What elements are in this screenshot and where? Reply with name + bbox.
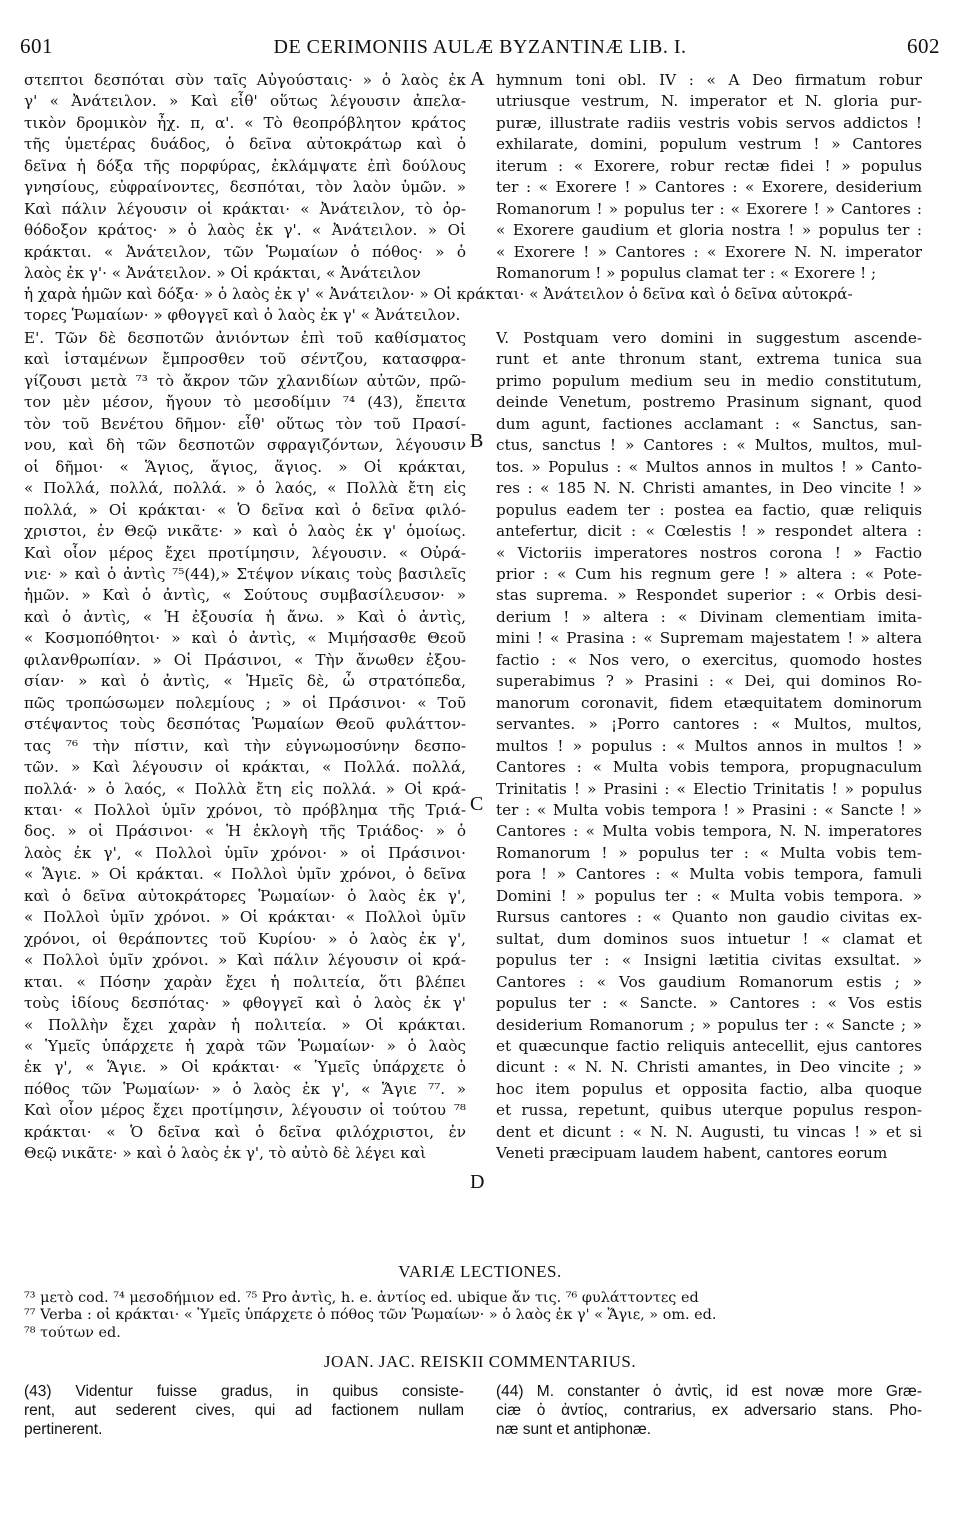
greek-text-line: χριστοι, ἐν Θεῷ νικᾶτε· » καὶ ὁ λαὸς ἐκ γ' ὁμοίως. — [24, 522, 466, 541]
greek-text-line: τον μὲν μέσον, ἤγουν τὸ μεσοδίμιν ⁷⁴ (43), ἔπειτα — [24, 393, 466, 412]
greek-text-line: « Ἅγιε. » Οἱ κράκται. « Πολλοὶ ὑμῖν χρόνοι, ὁ δεῖνα — [24, 865, 466, 884]
latin-text-line: Cantores : « Multa vobis tempora, N. N. imperatores — [496, 822, 922, 841]
latin-text-line: tos. » Populus : « Multos annos in multos ! » Canto- — [496, 457, 922, 476]
greek-text-line: πολλά· » ὁ λαός, « Πολλὰ ἔτη εἰς πολλά. » Οἱ κρά- — [24, 779, 466, 798]
greek-text-line: Καὶ οἷον μέρος ἔχει προτίμησιν, λέγουσιν. « Οὐρά- — [24, 543, 466, 562]
greek-column-top — [24, 70, 466, 285]
latin-text-line: res : « 185 N. N. Christi amantes, in Deo vincite ! » — [496, 479, 922, 498]
latin-text-line: manorum coronavit, fidem etæquitatem dominorum — [496, 693, 922, 712]
greek-text-line: θόδοξον κράτος· » ὁ λαὸς ἐκ γ'. « Ἀνάτειλον. » Οἱ — [24, 221, 466, 240]
greek-text-line: γίζουσι μετὰ ⁷³ τὸ ἄκρον τῶν χλανιδίων αὐτῶν, πρῶ- — [24, 371, 466, 390]
greek-text-line: « Ὑμεῖς ὑπάρχετε ἡ χαρὰ τῶν Ῥωμαίων· » ὁ λαὸς — [24, 1036, 466, 1055]
greek-text-line: « Κοσμοπόθητοι· » καὶ ὁ ἀντὶς, « Μιμήσασθε Θεοῦ — [24, 629, 466, 648]
page-number-right: 602 — [906, 34, 940, 58]
greek-text-line: γ' « Ἀνάτειλον. » Καὶ εἶθ' οὕτως λέγουσιν ἀπελα- — [24, 92, 466, 111]
latin-text-line: Trinitatis ! » Prasini : « Electio Trinitatis ! » populus — [496, 779, 922, 798]
latin-text-line: iterum : « Exorere, robur rectæ fidei ! » populus — [496, 156, 922, 175]
latin-text-line: « Exorere ! » Cantores : « Exorere N. N. imperator — [496, 242, 922, 261]
latin-text-line: ter : « Multa vobis tempora ! » Prasini : « Sancte ! » — [496, 800, 922, 819]
variant-line-2: ⁷⁷ Verba : οἱ κράκται· « Ὑμεῖς ὑπάρχετε ὁ πόθος τῶν Ῥωμαίων· » ὁ λαὸς ἐκ γ' « Ἅγιε, » om. ed. — [24, 1307, 717, 1324]
greek-text-line: καὶ ἱσταμένων ἔμπροσθεν τοῦ σέντζου, κατασφρα- — [24, 350, 466, 369]
margin-letter-d: D — [470, 1171, 485, 1193]
commentary-note-44-line: ciæ ὁ ἀντίος, contrarius, ex adversario stans. Pho- — [496, 1402, 922, 1419]
latin-text-line: V. Postquam vero domini in suggestum ascende- — [496, 329, 922, 347]
latin-text-line: factio : « Nos vero, o exercitus, quomodo hostes — [496, 650, 922, 669]
latin-text-line: servantes. » ¡Porro cantores : « Multos, multos, — [496, 715, 922, 734]
latin-text-line: mini ! « Prasina : « Supremam majestatem ! » altera — [496, 629, 922, 648]
greek-text-line: κράκται· « Ὁ δεῖνα καὶ ὁ δεῖνα φιλόχριστοι, ἐν — [24, 1122, 466, 1141]
commentary-note-44-line: næ sunt et antiphonæ. — [496, 1421, 652, 1438]
latin-text-line: et russa, repetunt, quibus uterque populus respon- — [496, 1101, 922, 1120]
greek-text-line: τας ⁷⁶ τὴν πίστιν, καὶ τὴν εὐγνωμοσύνην δεσπο- — [24, 736, 466, 755]
latin-text-line: desiderium Romanorum ; » populus ter : « Sancte ; » — [496, 1015, 922, 1034]
latin-text-line: et quæcunque factio reliquis antecellit, ejus cantores — [496, 1036, 922, 1055]
greek-text-line: λαὸς ἐκ γ', « Πολλοὶ ὑμῖν χρόνοι· » οἱ Πράσινοι· — [24, 843, 466, 862]
latin-text-line: multos ! » populus : « Multos annos in multos ! » — [496, 736, 922, 755]
latin-text-line: Cantores : « Multa vobis tempora, propugnaculum — [496, 758, 922, 777]
greek-text-line: δος. » οἱ Πράσινοι· « Ἡ ἐκλογὴ τῆς Τριάδος· » ὁ — [24, 822, 466, 841]
latin-text-line: dicunt : « N. N. Christi amantes, in Deo vincite ; » — [496, 1058, 922, 1077]
greek-text-line: χρόνοι, οἱ θεράποντες τοῦ Κυρίου· » ὁ λαὸς ἐκ γ', — [24, 929, 466, 948]
margin-letter-b: B — [470, 430, 484, 452]
greek-text-line: δεῖνα ἡ δόξα τῆς πορφύρας, ἐκλάμψατε ἐπὶ δούλους — [24, 156, 466, 175]
greek-text-line: κται. « Πόσην χαρὰν ἔχει ἡ πολιτεία, ὅτι βλέπει — [24, 972, 466, 991]
latin-text-line: Romanorum ! » populus ter : « Exorere ! » Cantores : — [496, 199, 922, 218]
latin-text-line: runt et ante thronum stant, extrema tunica sua — [496, 350, 922, 369]
greek-text-line: Καὶ πάλιν λέγουσιν οἱ κράκται· « Ἀνάτειλον, τὸ ὀρ- — [24, 199, 466, 218]
latin-text-line: derium ! » altera : « Divinam clementiam imita- — [496, 607, 922, 626]
greek-text-line: λαὸς ἐκ γ'· « Ἀνάτειλον. » Οἱ κράκται, « Ἀνάτειλον — [24, 264, 421, 283]
latin-column-main — [496, 328, 922, 1165]
latin-text-line: utriusque vestrum, N. imperator et N. gloria pur- — [496, 92, 922, 111]
latin-text-line: antefertur, dicit : « Cœlestis ! » respondet altera : — [496, 522, 922, 541]
greek-text-line: γνησίους, εὐφραίνοντες, δεσπόται, τὸν λαὸν ὑμῶν. » — [24, 178, 466, 197]
greek-text-line: τοὺς ἰδίους δεσπότας· » φθογγεῖ καὶ ὁ λαὸς ἐκ γ' — [24, 994, 466, 1013]
variant-line-3: ⁷⁸ τούτων ed. — [24, 1324, 121, 1341]
latin-text-line: hymnum toni obl. IV : « A Deo firmatum robur — [496, 71, 922, 89]
greek-text-line: καὶ ὁ δεῖνα αὐτοκράτορες Ῥωμαίων· ὁ λαὸς ἐκ γ', — [24, 886, 466, 905]
latin-text-line: Rursus cantores : « Quanto non gaudio civitas ex- — [496, 908, 922, 927]
latin-text-line: ter : « Exorere ! » Cantores : « Exorere, desiderium — [496, 178, 922, 197]
latin-text-line: exhilarate, domini, populum vestrum ! » Cantores — [496, 135, 922, 154]
variae-lectiones — [24, 1290, 924, 1342]
commentary-note-43-line: rent, aut sederent cives, qui ad factionem nullam — [24, 1402, 464, 1419]
commentary-right — [496, 1382, 922, 1439]
latin-text-line: populus ter : « Insigni lætitia civitas exsultat. » — [496, 951, 922, 970]
greek-text-line: κράκται. « Ἀνάτειλον, τῶν Ῥωμαίων ὁ πόθος· » ὁ — [24, 242, 466, 261]
greek-text-line: τῆς ὑμετέρας δυάδος, ὁ δεῖνα αὐτοκράτωρ καὶ ὁ — [24, 135, 466, 154]
greek-text-line: Θεῷ νικᾶτε· » καὶ ὁ λαὸς ἐκ γ', τὸ αὐτὸ δὲ λέγει καὶ — [24, 1144, 427, 1163]
commentary-left — [24, 1382, 464, 1439]
latin-text-line: populus ter : « Sancte. » Cantores : « Vos estis — [496, 994, 922, 1013]
commentary-note-44-line: (44) M. constanter ὁ ἀντὶς, id est novæ more Græ- — [496, 1383, 922, 1400]
greek-text-line: « Πολλοὶ ὑμῖν χρόνοι. » Οἱ κράκται· « Πολλοὶ ὑμῖν — [24, 908, 466, 927]
greek-text-line: πῶς τροπώσωμεν πολεμίους ; » οἱ Πράσινοι· « Τοῦ — [24, 693, 466, 712]
greek-text-line: « Πολλοὶ ὑμῖν χρόνοι. » Καὶ πάλιν λέγουσιν οἱ κρά- — [24, 951, 466, 970]
greek-text-line: νου, καὶ δὴ τῶν δεσποτῶν σφραγιζόντων, λέγουσιν — [24, 436, 466, 455]
greek-text-line: καὶ ὁ ἀντὶς, « Ἡ ἐξουσία ἡ ἄνω. » Καὶ ὁ ἀντὶς, — [24, 607, 466, 626]
variae-lectiones-title: VARIÆ LECTIONES. — [398, 1262, 562, 1281]
latin-text-line: Romanorum ! » populus ter : « Multa vobis tem- — [496, 843, 922, 862]
greek-text-line: ἡμῶν. » Καὶ ὁ ἀντὶς, « Σούτους συμβασίλευσον· » — [24, 586, 466, 605]
latin-text-line: Veneti præcipuam laudem habent, cantores eorum — [496, 1144, 888, 1163]
greek-text-line: στεπτοι δεσπόται σὺν ταῖς Αὐγούσταις· » ὁ λαὸς ἐκ — [24, 71, 466, 89]
greek-text-line: πόθος τῶν Ῥωμαίων· » ὁ λαὸς ἐκ γ', « Ἅγιε ⁷⁷. » — [24, 1079, 466, 1098]
variant-line-1: ⁷³ μετὸ cod. ⁷⁴ μεσοδήμιον ed. ⁷⁵ Pro ἀντὶς, h. e. ἀντίος ed. ubique ἄν τις. ⁷⁶ φυλάττοντες ed — [24, 1290, 699, 1306]
running-head — [20, 34, 940, 60]
greek-text-line: οἱ δῆμοι· « Ἅγιος, ἅγιος, ἅγιος. » Οἱ κράκται, — [24, 457, 466, 476]
greek-text-line: φιλανθρωπίαν. » Οἱ Πράσινοι, « Τὴν ἄνωθεν ἐξου- — [24, 650, 466, 669]
latin-text-line: Romanorum ! » populus clamat ter : « Exorere ! ; — [496, 264, 877, 283]
greek-text-line: ἐκ γ', « Ἅγιε. » Οἱ κράκται· « Ὑμεῖς ὑπάρχετε ὁ — [24, 1058, 466, 1077]
full-width-line-1: ἡ χαρὰ ἡμῶν καὶ δόξα· » ὁ λαὸς ἐκ γ' « Ἀνάτειλον· » Οἱ κράκται· « Ἀνάτειλον ὁ δεῖνα καὶ ὁ δεῖνα αὐτοκρά- — [24, 285, 853, 303]
latin-text-line: prior : « Cum his regnum gere ! » altera : « Pote- — [496, 564, 922, 583]
full-width-line-2: τορες Ῥωμαίων· » φθογγεῖ καὶ ὁ λαὸς ἐκ γ' « Ἀνάτειλον. — [24, 306, 461, 324]
latin-text-line: ctus, sanctus ! » Cantores : « Multos, multos, mul- — [496, 436, 922, 455]
running-title: DE CERIMONIIS AULÆ BYZANTINÆ LIB. I. — [273, 36, 687, 58]
commentary-note-43-line: pertinerent. — [24, 1421, 103, 1438]
latin-column-top — [496, 70, 922, 285]
greek-text-line: Ε'. Τῶν δὲ δεσποτῶν ἀνιόντων ἐπὶ τοῦ καθίσματος — [24, 329, 466, 347]
greek-text-line: « Πολλὴν ἔχει χαρὰν ἡ πολιτεία. » Οἱ κράκται. — [24, 1015, 466, 1034]
page-number-left: 601 — [20, 34, 53, 58]
greek-text-line: τικὸν δρομικὸν ἦχ. π, α'. « Τὸ θεοπρόβλητον κράτος — [24, 113, 466, 132]
latin-text-line: dent et dicunt : « N. N. Augusti, tu vincas ! » et si — [496, 1122, 922, 1141]
latin-text-line: deinde Venetum, postremo Prasinum signant, quod — [496, 393, 922, 412]
latin-text-line: « Victoriis imperatores nostros corona ! » Factio — [496, 543, 922, 562]
latin-text-line: sultat, dum dominos suos intuetur ! « clamat et — [496, 929, 922, 948]
greek-text-line: νιε· » καὶ ὁ ἀντὶς ⁷⁵(44),» Στέψον νίκαις τοὺς βασιλεῖς — [24, 564, 466, 583]
greek-text-line: κται· « Πολλοὶ ὑμῖν χρόνοι, τὸ πρόβλημα τῆς Τριά- — [24, 800, 466, 819]
greek-text-line: τῶν. » Καὶ λέγουσιν οἱ κράκται, « Πολλά. πολλά, — [24, 758, 466, 777]
margin-letter-a: A — [470, 68, 485, 90]
latin-text-line: populus eadem ter : postea ea factio, quæ reliquis — [496, 500, 922, 519]
latin-text-line: superabimus ? » Prasini : « Dei, qui dominos Ro- — [496, 672, 922, 691]
greek-text-line: σίαν· » καὶ ὁ ἀντὶς, « Ἡμεῖς δὲ, ὦ στρατόπεδα, — [24, 672, 466, 691]
greek-text-line: πολλά, » Οἱ κράκται· « Ὁ δεῖνα καὶ ὁ δεῖνα φιλό- — [24, 500, 466, 519]
latin-text-line: Domini ! » populus ter : « Multa vobis tempora. » — [496, 886, 922, 905]
greek-text-line: τὸν τοῦ Βενέτου δῆμον· εἶθ' οὕτως τὸν τοῦ Πρασί- — [24, 414, 466, 433]
greek-column-main — [24, 328, 466, 1165]
latin-text-line: stas suprema. » Respondet superior : « Orbis desi- — [496, 586, 922, 605]
latin-text-line: primo populum medium seu in medio constitutum, — [496, 371, 922, 390]
commentary-title: JOAN. JAC. REISKII COMMENTARIUS. — [323, 1352, 637, 1371]
commentary-note-43-line: (43) Videntur fuisse gradus, in quibus consiste- — [24, 1383, 464, 1400]
margin-letter-c: C — [470, 793, 484, 815]
latin-text-line: « Exorere gaudium et gloria nostra ! » populus ter : — [496, 221, 922, 240]
greek-text-line: Καὶ οἷον μέρος ἔχει προτίμησιν, λέγουσιν οἱ τούτου ⁷⁸ — [24, 1101, 466, 1120]
latin-text-line: hoc item populus et opposita factio, alba quoque — [496, 1079, 922, 1098]
latin-text-line: Cantores : « Vos gaudium Romanorum estis ; » — [496, 972, 922, 991]
latin-text-line: puræ, illustrate radiis vestris vobis servos addictos ! — [496, 113, 922, 132]
greek-text-line: στέψαντος τοὺς δεσπότας Ῥωμαίων Θεοῦ φυλάττον- — [24, 715, 466, 734]
greek-text-line: « Πολλά, πολλά, πολλά. » ὁ λαός, « Πολλὰ ἔτη εἰς — [24, 479, 466, 498]
latin-text-line: dum agunt, factiones acclamant : « Sanctus, san- — [496, 414, 922, 433]
latin-text-line: pora ! » Cantores : « Multa vobis tempora, famuli — [496, 865, 922, 884]
